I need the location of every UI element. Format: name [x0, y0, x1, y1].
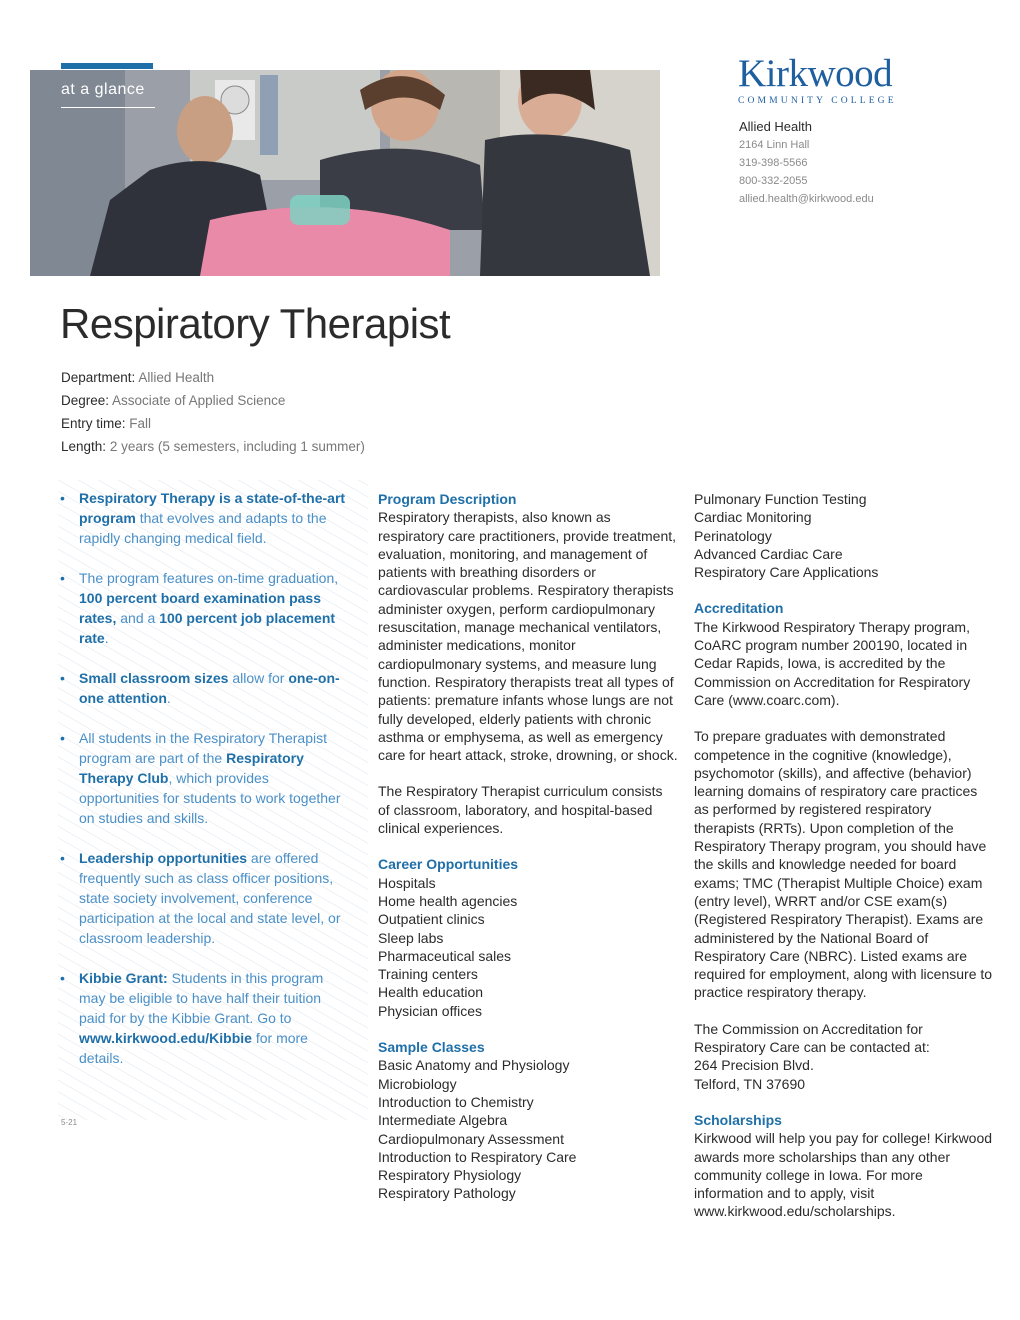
bullet-icon: •	[60, 850, 65, 866]
list-item: Intermediate Algebra	[378, 1112, 508, 1129]
classes-list	[378, 1056, 678, 1202]
list-item: • Leadership opportunities are offered frequently such as class officer positions, state society involvement, conference participation at the local and state level, or classroom leadership.	[60, 850, 341, 946]
list-item: Introduction to Respiratory Care	[378, 1148, 577, 1165]
meta-value: 2 years (5 semesters, including 1 summer)	[109, 439, 365, 454]
list-item: Training centers	[378, 966, 478, 983]
sample-classes-heading: Sample Classes	[378, 1039, 485, 1056]
contact-email[interactable]: allied.health@kirkwood.edu	[739, 193, 874, 205]
address-line-1: 264 Precision Blvd.	[694, 1057, 814, 1074]
accreditation-goals-text: To prepare graduates with demonstrated competence in the cognitive (knowledge), psychomotor (skills), and affective (behavior) learning domains of respiratory care practices as performed by registered respiratory therapists (RRTs). Upon completion of the Respiratory Therapy program, you should have the skills and knowledge needed for board exams; TMC (Therapist Multiple Choice) exam (entry level), WRRT and/or CSE exam(s) (Registered Respiratory Therapist). Exams are administered by the National Board of Respiratory Care (NBRC). Listed exams are required for employment, along with licensure to practice respiratory therapy.	[694, 728, 993, 1001]
program-description-text: Respiratory therapists, also known as respiratory care practitioners, provide treatment, evaluation, monitoring, and management of patients with breathing disorders or cardiovascular problems. Respiratory therapists administer oxygen, perform cardiopulmonary resuscitation, manage mechanical ventilators, administer medications, monitor cardiopulmonary systems, and measure lung function. Respiratory therapists treat all types of patients: premature infants whose lungs are not fully developed, elderly patients with chronic asthma or emphysema, as well as emergency care for heart attack, stroke, drowning, or shock.	[378, 509, 678, 764]
meta-value: Allied Health	[138, 370, 215, 385]
right-column	[694, 490, 994, 1221]
accreditation-text: The Kirkwood Respiratory Therapy program, CoARC program number 200190, located in Cedar Rapids, Iowa, is accredited by the Commission on Accreditation for Respiratory Care (www.coarc.com).	[694, 618, 971, 708]
meta-label: Length:	[61, 439, 107, 454]
more-classes-list	[694, 490, 994, 581]
meta-label: Entry time:	[61, 416, 126, 431]
contact-phone-2: 800-332-2055	[739, 175, 808, 187]
list-item: • The program features on-time graduation, 100 percent board examination pass rates, and a 100 percent job placement rate.	[60, 570, 339, 646]
meta-department	[61, 366, 365, 389]
list-item: Physician offices	[378, 1002, 483, 1019]
bullet-icon: •	[60, 970, 65, 986]
list-item: • Small classroom sizes allow for one-on-one attention.	[60, 670, 340, 706]
career-heading: Career Opportunities	[378, 856, 519, 873]
meta-value: Associate of Applied Science	[112, 393, 286, 408]
meta-label: Department:	[61, 370, 136, 385]
highlight-list	[58, 488, 348, 1088]
list-item: • Kibbie Grant: Students in this program may be eligible to have half their tuition paid for by the Kibbie Grant. Go to www.kirkwood.edu/Kibbie for more details.	[60, 970, 324, 1066]
list-item: Sleep labs	[378, 929, 444, 946]
kibbie-link[interactable]: www.kirkwood.edu/Kibbie	[79, 1030, 252, 1046]
meta-value: Fall	[129, 416, 152, 431]
list-item: Respiratory Care Applications	[694, 564, 879, 581]
commission-contact-text: The Commission on Accreditation for Respiratory Care can be contacted at:	[694, 1020, 930, 1056]
list-item: Advanced Cardiac Care	[694, 545, 843, 562]
logo-name: Kirkwood	[738, 52, 893, 95]
contact-room: 2164 Linn Hall	[739, 139, 810, 151]
list-item: Pharmaceutical sales	[378, 947, 512, 964]
bullet-icon: •	[60, 670, 65, 686]
list-item: Health education	[378, 984, 484, 1001]
meta-degree	[61, 389, 365, 412]
list-item: Respiratory Physiology	[378, 1167, 522, 1184]
hero-photo	[30, 70, 660, 276]
accreditation-heading: Accreditation	[694, 600, 784, 617]
logo-subtitle: COMMUNITY COLLEGE	[738, 95, 897, 106]
bullet-icon: •	[60, 570, 65, 586]
middle-column	[378, 490, 678, 1203]
tag-underline	[61, 107, 155, 108]
address-line-2: Telford, TN 37690	[694, 1075, 806, 1092]
bullet-icon: •	[60, 490, 65, 506]
contact-phone-1: 319-398-5566	[739, 157, 808, 169]
meta-length	[61, 435, 365, 458]
kirkwood-logo	[738, 52, 914, 106]
footer-code: 5-21	[61, 1118, 78, 1127]
at-a-glance-tag: at a glance	[61, 81, 145, 98]
highlights-column	[58, 480, 360, 1130]
list-item: • All students in the Respiratory Therapist program are part of the Respiratory Therapy Club, which provides opportunities for students to work together on studies and skills.	[60, 730, 341, 826]
list-item: Perinatology	[694, 527, 772, 544]
program-meta	[61, 366, 365, 458]
scholarships-link[interactable]: www.kirkwood.edu/scholarships	[694, 1203, 892, 1220]
list-item: Basic Anatomy and Physiology	[378, 1057, 570, 1074]
list-item: • Respiratory Therapy is a state-of-the-art program that evolves and adapts to the rapidly changing medical field.	[60, 490, 346, 546]
career-list	[378, 874, 678, 1020]
scholarships-heading: Scholarships	[694, 1111, 782, 1128]
list-item: Pulmonary Function Testing	[694, 491, 867, 507]
meta-label: Degree:	[61, 393, 110, 408]
list-item: Cardiac Monitoring	[694, 509, 812, 526]
program-description-heading: Program Description	[378, 491, 517, 507]
list-item: Cardiopulmonary Assessment	[378, 1130, 564, 1147]
curriculum-text: The Respiratory Therapist curriculum consists of classroom, laboratory, and hospital-based clinical experiences.	[378, 783, 663, 837]
bullet-icon: •	[60, 730, 65, 746]
contact-block	[739, 118, 874, 208]
header-tab-bar	[61, 63, 153, 69]
meta-entry-time	[61, 412, 365, 435]
page-title: Respiratory Therapist	[60, 300, 451, 347]
contact-department: Allied Health	[739, 119, 812, 134]
list-item: Microbiology	[378, 1075, 457, 1092]
list-item: Outpatient clinics	[378, 911, 485, 928]
list-item: Respiratory Pathology	[378, 1185, 516, 1202]
list-item: Introduction to Chemistry	[378, 1093, 534, 1110]
list-item: Hospitals	[378, 874, 436, 891]
list-item: Home health agencies	[378, 892, 518, 909]
scholarships-text: Kirkwood will help you pay for college! Kirkwood awards more scholarships than any other community college in Iowa. For more information and to apply, visit www.kirkwood.edu/scholarships.	[694, 1130, 993, 1220]
